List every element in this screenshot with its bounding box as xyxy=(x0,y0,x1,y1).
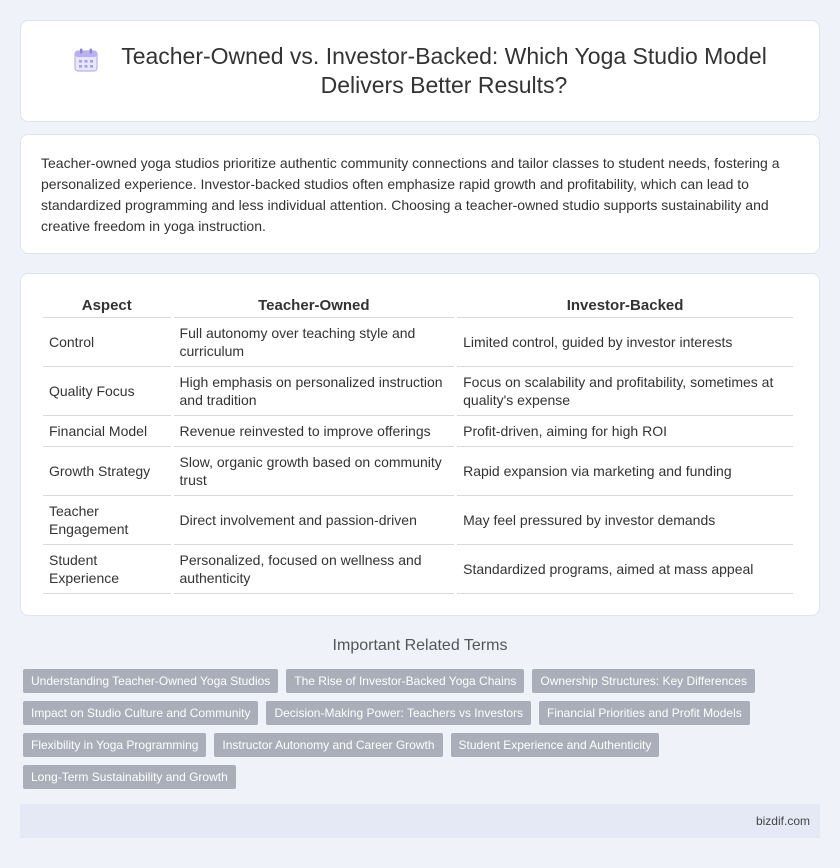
related-terms-title: Important Related Terms xyxy=(332,637,508,654)
row-investor-backed: Standardized programs, aimed at mass appeal xyxy=(457,545,793,594)
row-aspect: Teacher Engagement xyxy=(43,496,171,545)
related-term-tag[interactable]: Ownership Structures: Key Differences xyxy=(532,669,755,693)
table-row xyxy=(43,496,793,545)
header-aspect: Aspect xyxy=(43,296,171,318)
related-term-tag[interactable]: The Rise of Investor-Backed Yoga Chains xyxy=(286,669,524,693)
table-row xyxy=(43,318,793,367)
row-investor-backed: May feel pressured by investor demands xyxy=(457,496,793,545)
row-teacher-owned: Revenue reinvested to improve offerings xyxy=(174,416,455,447)
row-aspect: Financial Model xyxy=(43,416,171,447)
intro-paragraph: Teacher-owned yoga studios prioritize authentic community connections and tailor classes to student needs, fostering a personalized experience. Investor-backed studios often emphasize rapid growth and profitability, which can lead to standardized programming and less individual attention. Choosing a teacher-owned studio supports sustainability and creative freedom in yoga instruction. xyxy=(41,155,780,234)
title-row xyxy=(21,21,819,121)
related-term-tag[interactable]: Long-Term Sustainability and Growth xyxy=(23,765,236,789)
row-teacher-owned: Personalized, focused on wellness and authenticity xyxy=(174,545,455,594)
page-title-line2: Delivers Better Results? xyxy=(320,72,568,98)
comparison-table xyxy=(40,296,796,594)
table-row xyxy=(43,416,793,447)
comparison-card xyxy=(20,273,820,616)
related-term-tag[interactable]: Student Experience and Authenticity xyxy=(451,733,660,757)
table-row xyxy=(43,367,793,416)
row-aspect: Quality Focus xyxy=(43,367,171,416)
row-teacher-owned: High emphasis on personalized instruction and tradition xyxy=(174,367,455,416)
row-aspect: Control xyxy=(43,318,171,367)
table-header-row xyxy=(43,296,793,318)
row-aspect: Growth Strategy xyxy=(43,447,171,496)
page-title-line1: Teacher-Owned vs. Investor-Backed: Which Yoga Studio Model xyxy=(121,43,767,69)
title-card xyxy=(20,20,820,122)
intro-card xyxy=(20,134,820,254)
row-investor-backed: Limited control, guided by investor interests xyxy=(457,318,793,367)
row-teacher-owned: Full autonomy over teaching style and curriculum xyxy=(174,318,455,367)
header-teacher-owned: Teacher-Owned xyxy=(174,296,455,318)
related-term-tag[interactable]: Decision-Making Power: Teachers vs Investors xyxy=(266,701,531,725)
related-term-tag[interactable]: Understanding Teacher-Owned Yoga Studios xyxy=(23,669,278,693)
row-investor-backed: Profit-driven, aiming for high ROI xyxy=(457,416,793,447)
calendar-icon xyxy=(73,47,99,73)
header-investor-backed: Investor-Backed xyxy=(457,296,793,318)
related-term-tag[interactable]: Financial Priorities and Profit Models xyxy=(539,701,750,725)
table-row xyxy=(43,545,793,594)
row-teacher-owned: Slow, organic growth based on community trust xyxy=(174,447,455,496)
row-investor-backed: Focus on scalability and profitability, sometimes at quality's expense xyxy=(457,367,793,416)
related-term-tag[interactable]: Instructor Autonomy and Career Growth xyxy=(214,733,442,757)
row-teacher-owned: Direct involvement and passion-driven xyxy=(174,496,455,545)
row-aspect: Student Experience xyxy=(43,545,171,594)
row-investor-backed: Rapid expansion via marketing and funding xyxy=(457,447,793,496)
footer-site-link[interactable]: bizdif.com xyxy=(755,814,810,828)
page-title xyxy=(121,42,767,100)
related-terms-list xyxy=(23,669,813,789)
table-row xyxy=(43,447,793,496)
footer xyxy=(20,804,820,838)
related-term-tag[interactable]: Flexibility in Yoga Programming xyxy=(23,733,206,757)
related-term-tag[interactable]: Impact on Studio Culture and Community xyxy=(23,701,258,725)
